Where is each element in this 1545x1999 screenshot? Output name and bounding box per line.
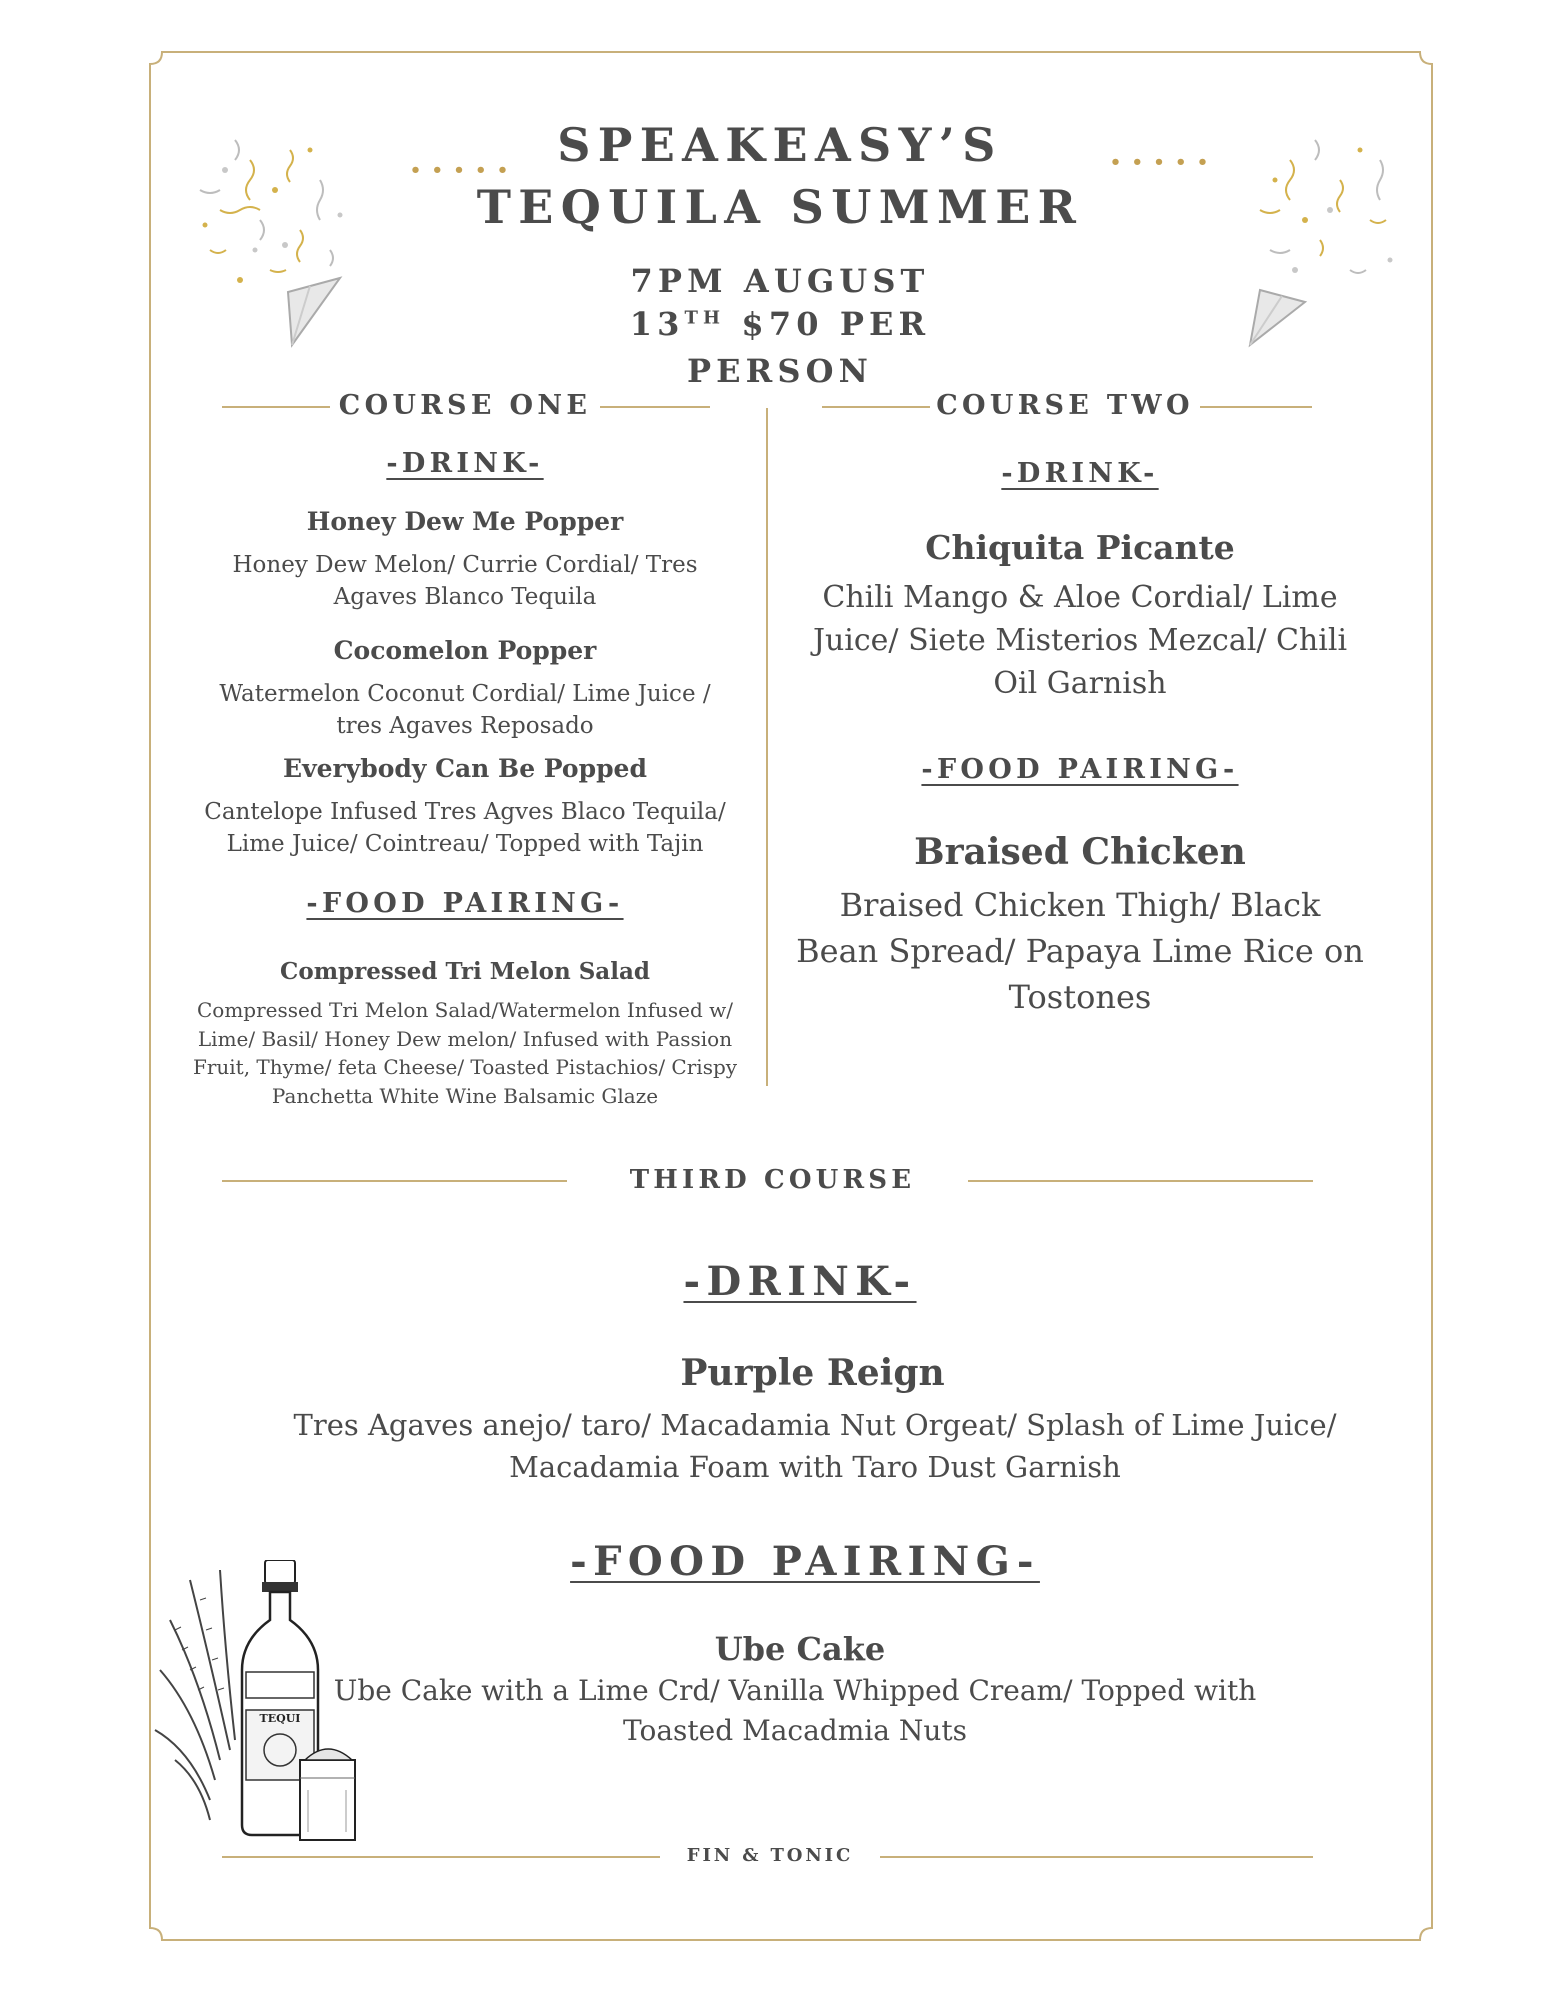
course-two-food-heading: -FOOD PAIRING- xyxy=(921,754,1239,785)
third-course-food-heading: -FOOD PAIRING- xyxy=(570,1538,1040,1585)
third-course-rule-right xyxy=(968,1180,1313,1182)
date-price: $70 PER xyxy=(725,305,931,343)
course-one-food-heading: -FOOD PAIRING- xyxy=(306,888,624,919)
course-one-food-name: Compressed Tri Melon Salad xyxy=(280,958,650,985)
course-one-rule-right xyxy=(600,406,710,408)
course-one-drink-heading: -DRINK- xyxy=(386,448,544,479)
footer-text: FIN & TONIC xyxy=(686,1845,854,1866)
date-day: 13 xyxy=(629,305,685,343)
decorative-dots-left: • • • • • xyxy=(409,160,511,181)
event-date-line2 xyxy=(560,305,1000,343)
date-suffix: TH xyxy=(684,307,726,329)
course-two-drink-heading: -DRINK- xyxy=(1001,458,1159,489)
third-course-drink-desc-line1: Tres Agaves anejo/ taro/ Macadamia Nut Orgeat/ Splash of Lime Juice/ xyxy=(293,1408,1337,1442)
course-one-title: COURSE ONE xyxy=(338,390,592,421)
tequila-bottle-icon xyxy=(150,1560,370,1850)
third-course-drink-desc-line2: Macadamia Foam with Taro Dust Garnish xyxy=(509,1450,1121,1484)
course-one-drink-3-desc: Cantelope Infused Tres Agves Blaco Tequila/ Lime Juice/ Cointreau/ Topped with Tajin xyxy=(204,799,726,857)
third-course-food-name: Ube Cake xyxy=(714,1630,886,1668)
course-one-drink-2-desc: Watermelon Coconut Cordial/ Lime Juice / tres Agaves Reposado xyxy=(219,681,711,739)
course-two-food-desc: Braised Chicken Thigh/ Black Bean Spread/ Papaya Lime Rice on Tostones xyxy=(796,886,1364,1016)
course-two-rule-right xyxy=(1200,406,1312,408)
third-course-rule-left xyxy=(222,1180,567,1182)
course-one-drink-1-name: Honey Dew Me Popper xyxy=(306,507,624,536)
column-divider xyxy=(766,408,768,1086)
course-one-drink-3-name: Everybody Can Be Popped xyxy=(283,754,647,783)
course-one-rule-left xyxy=(222,406,330,408)
event-title-line1: SPEAKEASY’S xyxy=(557,118,1003,172)
course-two-rule-left xyxy=(822,406,930,408)
course-two-title: COURSE TWO xyxy=(936,390,1194,421)
course-two-drink-desc: Chili Mango & Aloe Cordial/ Lime Juice/ Siete Misterios Mezcal/ Chili Oil Garnish xyxy=(812,580,1348,701)
course-two-food-name: Braised Chicken xyxy=(914,831,1246,873)
course-one-drink-1-desc: Honey Dew Melon/ Currie Cordial/ Tres Agaves Blanco Tequila xyxy=(232,552,698,610)
party-popper-right-icon xyxy=(1230,120,1420,350)
third-course-title: THIRD COURSE xyxy=(629,1165,916,1195)
course-two-drink-name: Chiquita Picante xyxy=(925,528,1235,567)
bottle-label: TEQUI xyxy=(259,1712,301,1725)
third-course-food-desc-line2: Toasted Macadmia Nuts xyxy=(623,1714,967,1747)
decorative-dots-right: • • • • • xyxy=(1109,152,1211,173)
event-date-line3: PERSON xyxy=(686,352,873,390)
third-course-drink-name: Purple Reign xyxy=(680,1352,945,1394)
event-title-line2: TEQUILA SUMMER xyxy=(476,180,1084,234)
course-one-drink-2-name: Cocomelon Popper xyxy=(333,636,597,665)
footer-rule-right xyxy=(880,1856,1313,1858)
course-one-food-desc: Compressed Tri Melon Salad/Watermelon Infused w/ Lime/ Basil/ Honey Dew melon/ Infused with Passion Fruit, Thyme/ feta Cheese/ Toasted Pistachios/ Crispy Panchetta White Wine Balsamic Glaze xyxy=(192,998,738,1108)
footer-rule-left xyxy=(222,1856,660,1858)
third-course-drink-heading: -DRINK- xyxy=(683,1258,917,1305)
third-course-food-desc-line1: Ube Cake with a Lime Crd/ Vanilla Whipped Cream/ Topped with xyxy=(333,1674,1257,1707)
event-date-line1: 7PM AUGUST xyxy=(630,262,930,300)
party-popper-left-icon xyxy=(180,120,370,350)
